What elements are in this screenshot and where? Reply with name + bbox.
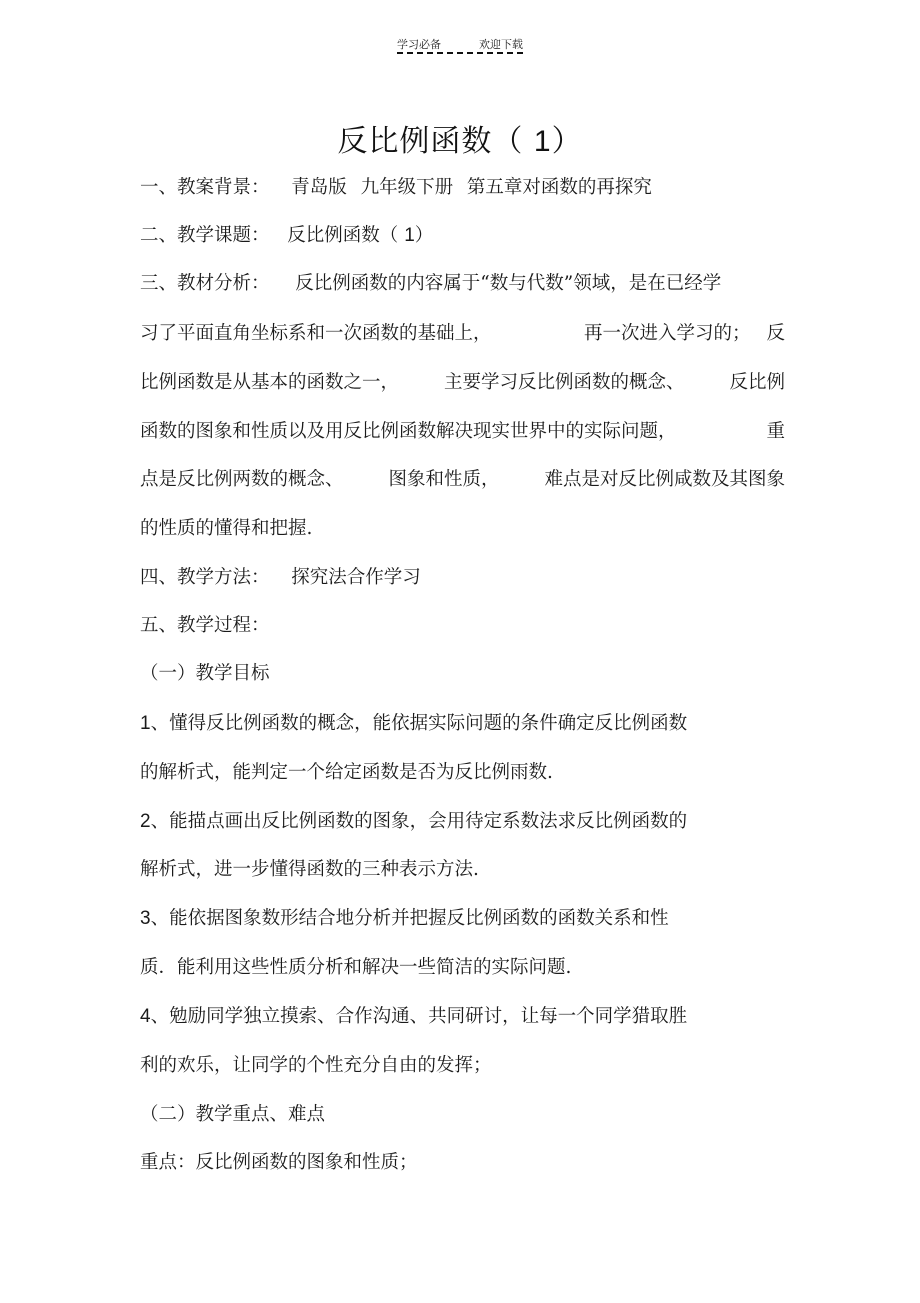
section-analysis: 三、教材分析： 反比例函数的内容属于“数与代数”领域，是在已经学: [140, 273, 722, 294]
document-title: 反比例函数（ 1）: [337, 124, 583, 159]
header-right-text: 欢迎下载: [479, 38, 523, 51]
objective-item-3: 3、能依据图象数形结合地分析并把握反比例函数的函数关系和性: [140, 908, 669, 929]
analysis-line: 习了平面直角坐标系和一次函数的基础上， 再一次进入学习的； 反: [140, 323, 785, 344]
objective-item-2: 2、能描点画出反比例函数的图象，会用待定系数法求反比例函数的: [140, 811, 688, 832]
analysis-line: 点是反比例两数的概念、 图象和性质， 难点是对反比例咸数及其图象: [140, 469, 785, 490]
page-header: [0, 38, 920, 54]
section-method: 四、教学方法： 探究法合作学习: [140, 567, 421, 588]
analysis-line: 比例函数是从基本的函数之一， 主要学习反比例函数的概念、 反比例: [140, 372, 785, 393]
objective-item-1: 1、懂得反比例函数的概念，能依据实际问题的条件确定反比例函数: [140, 713, 688, 734]
header-left-text: 学习必备: [397, 38, 441, 51]
section-label: 一、教案背景：: [140, 177, 270, 198]
section-label: 五、教学过程：: [140, 615, 270, 636]
section-process: [140, 614, 785, 638]
section-background: 一、教案背景： 青岛版 九年级下册 第五章对函数的再探究: [140, 177, 652, 198]
objective-item-4: 4、勉励同学独立摸索、合作沟通、共同研讨，让每一个同学猎取胜: [140, 1006, 688, 1027]
section-topic: 二、教学课题： 反比例函数（ 1）: [140, 225, 434, 246]
section-label: 二、教学课题：: [140, 225, 270, 246]
objective-item-1-cont: 的解析式，能判定一个给定函数是否为反比例雨数.: [140, 762, 553, 783]
section-label: 四、教学方法：: [140, 567, 270, 588]
section-label: 三、教材分析：: [140, 273, 270, 294]
objective-item-2-cont: 解析式，进一步懂得函数的三种表示方法.: [140, 859, 479, 880]
objectives-heading: （一）教学目标: [140, 663, 270, 684]
objective-item-3-cont: 质．能利用这些性质分析和解决一些简洁的实际问题.: [140, 957, 572, 978]
objective-item-4-cont: 利的欢乐，让同学的个性充分自由的发挥；: [140, 1055, 492, 1076]
key-points-focus: 重点：反比例函数的图象和性质；: [140, 1152, 418, 1173]
header-underline: [397, 38, 523, 54]
analysis-line: 的性质的懂得和把握.: [140, 518, 313, 539]
key-points-heading: （二）教学重点、难点: [140, 1104, 326, 1125]
analysis-line: 函数的图象和性质以及用反比例函数解决现实世界中的实际问题， 重: [140, 421, 785, 442]
